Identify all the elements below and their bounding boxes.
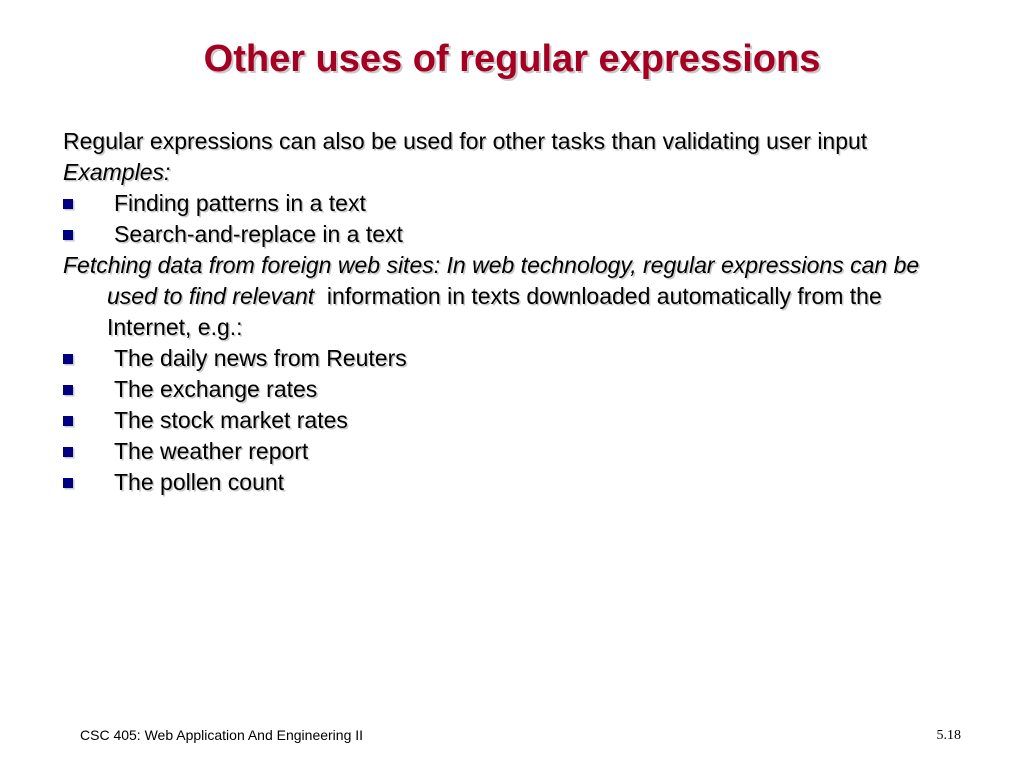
list-item-text: The pollen count (114, 469, 285, 495)
fetching-rest-text: information in texts downloaded automatically from the Internet, e.g.: (107, 283, 882, 340)
slide-body (63, 126, 968, 498)
square-bullet-icon (63, 447, 73, 457)
square-bullet-icon (63, 354, 73, 364)
example-item (63, 219, 968, 250)
footer-course: CSC 405: Web Application And Engineering II (80, 727, 364, 743)
square-bullet-icon (63, 199, 73, 209)
list-item-text: The daily news from Reuters (114, 345, 407, 371)
examples-label: Examples: (63, 159, 171, 185)
list-item-text: The weather report (114, 438, 309, 464)
example-item (63, 188, 968, 219)
list-item (63, 374, 968, 405)
list-item-text: The exchange rates (114, 376, 318, 402)
list-item (63, 467, 968, 498)
list-item (63, 436, 968, 467)
square-bullet-icon (63, 385, 73, 395)
square-bullet-icon (63, 416, 73, 426)
example-item-text: Search-and-replace in a text (114, 221, 403, 247)
intro-text: Regular expressions can also be used for other tasks than validating user input (63, 128, 868, 154)
square-bullet-icon (63, 478, 73, 488)
list-item-text: The stock market rates (114, 407, 348, 433)
list-item (63, 343, 968, 374)
list-item (63, 405, 968, 436)
example-item-text: Finding patterns in a text (114, 190, 366, 216)
slide-title: Other uses of regular expressions (203, 38, 821, 80)
fetching-paragraph (63, 250, 968, 343)
fetching-italic-text: Fetching data from foreign web sites: In web technology, regular expressions can be used to find relevant (63, 252, 920, 309)
square-bullet-icon (63, 230, 73, 240)
footer-page-number: 5.18 (936, 728, 961, 743)
